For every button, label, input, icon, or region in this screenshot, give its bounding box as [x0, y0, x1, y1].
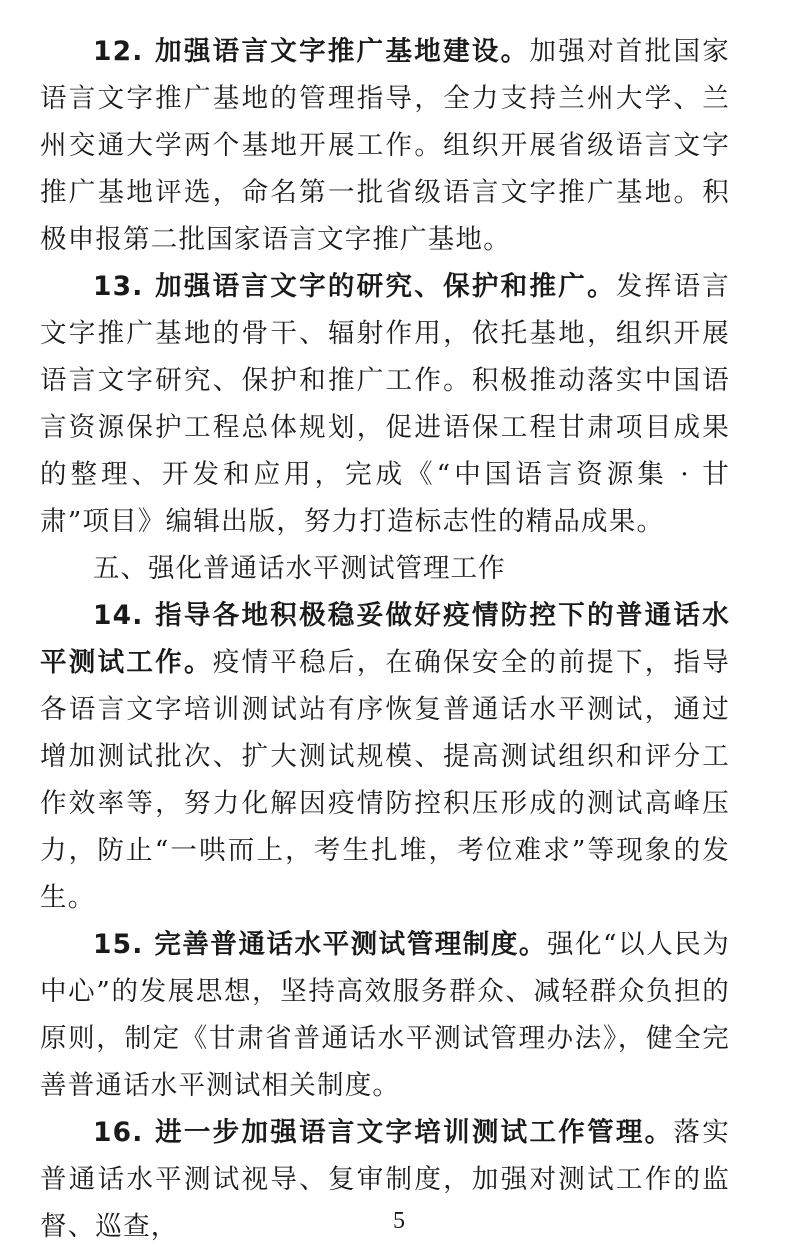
paragraph-lead: 16. 进一步加强语言文字培训测试工作管理。: [93, 1117, 674, 1148]
paragraph-lead: 13. 加强语言文字的研究、保护和推广。: [93, 271, 616, 302]
paragraph-body: 落实普通话水平测试视导、复审制度，加强对测试工作的监督、巡查，: [40, 1117, 731, 1242]
paragraph-lead: 12. 加强语言文字推广基地建设。: [93, 36, 530, 67]
page-number: 5: [393, 1208, 405, 1234]
section-heading: 五、强化普通话水平测试管理工作: [93, 553, 506, 584]
paragraph-item-14: [40, 592, 730, 921]
paragraph-body: 加强对首批国家语言文字推广基地的管理指导，全力支持兰州大学、兰州交通大学两个基地开展工作。组织开展省级语言文字推广基地评选，命名第一批省级语言文字推广基地。积极申报第二批国家语言文字推广基地。: [40, 36, 730, 255]
paragraph-body: 发挥语言文字推广基地的骨干、辐射作用，依托基地，组织开展语言文字研究、保护和推广工作。积极推动落实中国语言资源保护工程总体规划，促进语保工程甘肃项目成果的整理、开发和应用，完成《“中国语言资源集 · 甘肃”项目》编辑出版，努力打造标志性的精品成果。: [40, 271, 730, 537]
paragraph-item-12: [40, 28, 730, 263]
paragraph-body: 疫情平稳后，在确保安全的前提下，指导各语言文字培训测试站有序恢复普通话水平测试，通过增加测试批次、扩大测试规模、提高测试组织和评分工作效率等，努力化解因疫情防控积压形成的测试高峰压力，防止“一哄而上，考生扎堆，考位难求”等现象的发生。: [40, 647, 730, 913]
document-page: [40, 28, 730, 1250]
paragraph-lead: 14. 指导各地积极稳妥做好疫情防控下的普通话水平测试工作。: [40, 600, 730, 678]
paragraph-item-13: [40, 263, 730, 545]
paragraph-item-15: [40, 921, 730, 1109]
paragraph-body: 强化“以人民为中心”的发展思想，坚持高效服务群众、减轻群众负担的原则，制定《甘肃省普通话水平测试管理办法》，健全完善普通话水平测试相关制度。: [40, 929, 730, 1101]
paragraph-lead: 15. 完善普通话水平测试管理制度。: [93, 929, 547, 960]
